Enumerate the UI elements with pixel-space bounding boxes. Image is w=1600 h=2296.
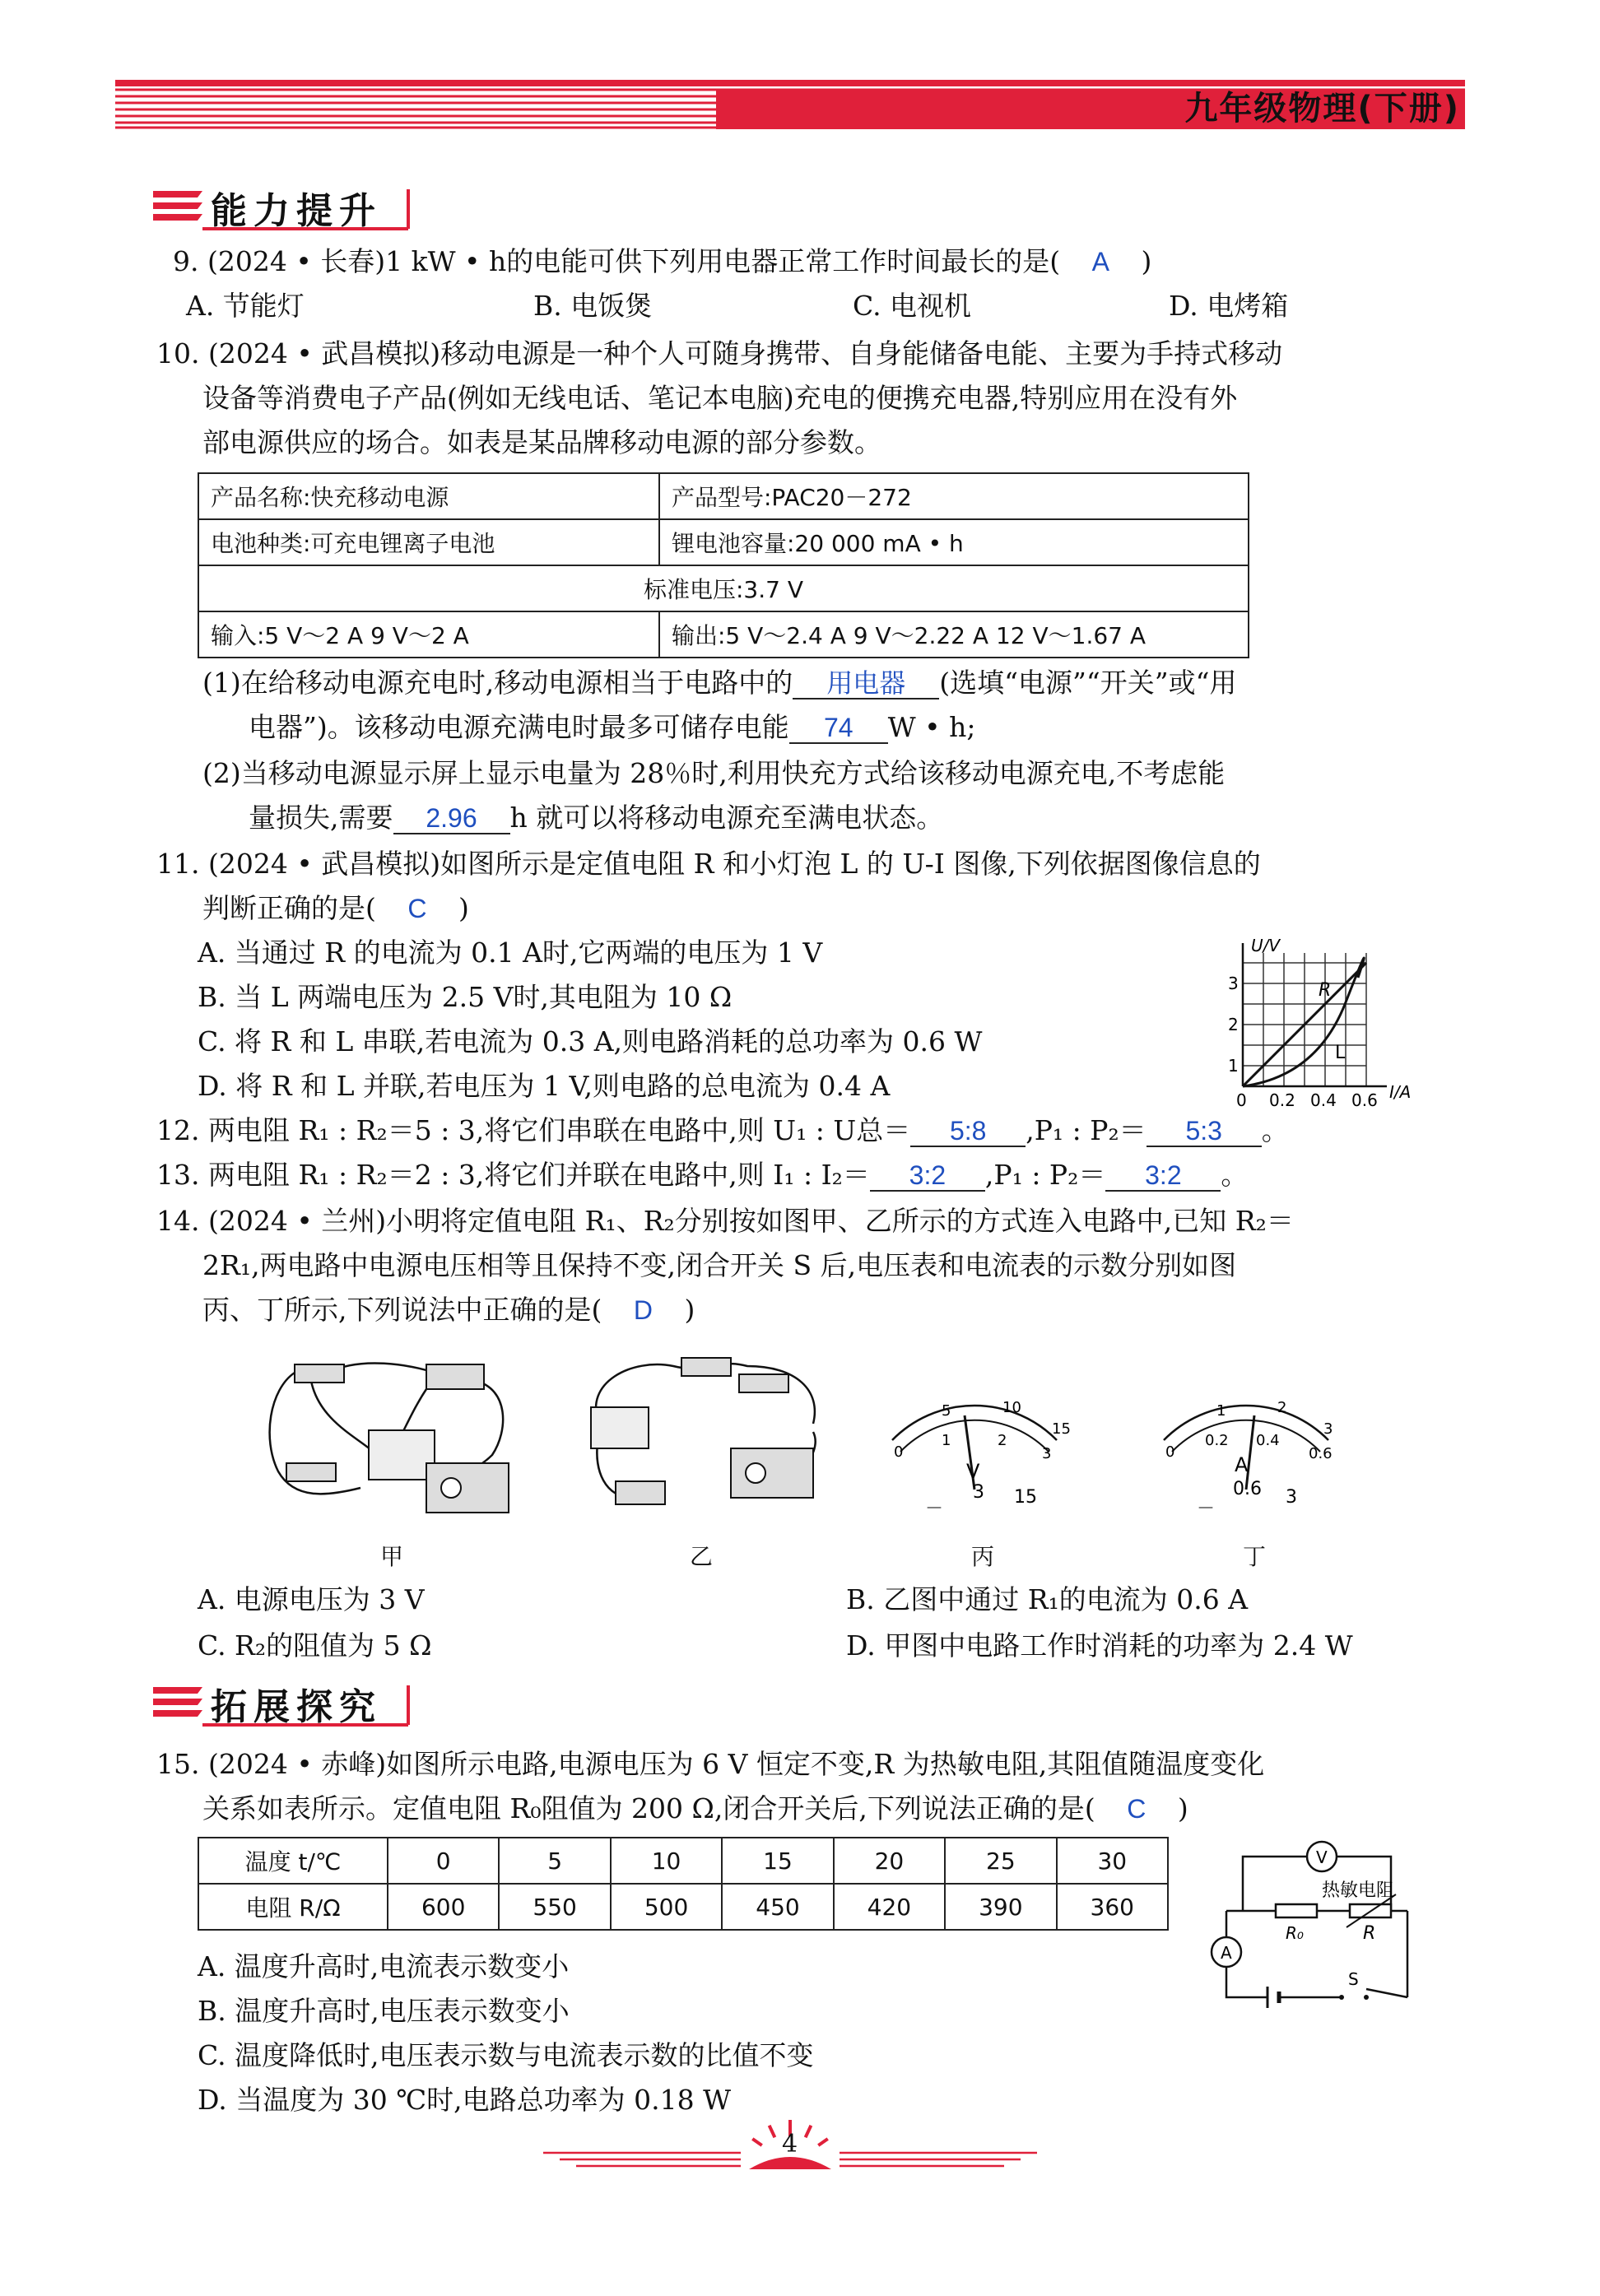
q10-p1a: (1)在给移动电源充电时,移动电源相当于电路中的 — [202, 667, 793, 699]
q15-cell: 600 — [388, 1884, 499, 1930]
voltmeter-bottom: 2 — [998, 1432, 1007, 1449]
q14-answer: D — [633, 1295, 653, 1325]
q10-cell: 电池种类:可充电锂离子电池 — [198, 519, 659, 565]
q15-cell: 0 — [388, 1838, 499, 1884]
q9-option-c: C. 电视机 — [853, 290, 972, 322]
q15-cell: 450 — [722, 1884, 833, 1930]
q10-cell: 锂电池容量:20 000 mA • h — [659, 519, 1249, 565]
caption-ding: 丁 — [1243, 1543, 1267, 1570]
q15-cell: 360 — [1057, 1884, 1168, 1930]
q15-cell: 420 — [834, 1884, 945, 1930]
q15-cell: 550 — [499, 1884, 610, 1930]
q10-params-table — [198, 472, 1249, 658]
q14-option-c: C. R₂的阻值为 5 Ω — [198, 1629, 432, 1662]
graph-x-tick: 0.6 — [1351, 1090, 1378, 1110]
ammeter-bottom: 0 — [1165, 1443, 1175, 1461]
q10-cell: 标准电压:3.7 V — [198, 565, 1249, 611]
q15-cell: 温度 t/℃ — [198, 1838, 388, 1884]
q10-cell: 产品型号:PAC20－272 — [659, 473, 1249, 519]
voltmeter-top: 10 — [1002, 1399, 1021, 1416]
q15-line-1: 15. (2024 • 赤峰)如图所示电路,电源电压为 6 V 恒定不变,R 为热敏电阻,其阻值随温度变化 — [156, 1748, 1265, 1780]
q9-stem — [173, 244, 1151, 280]
voltmeter-terminal: 3 — [973, 1482, 984, 1503]
graph-y-tick: 1 — [1228, 1056, 1239, 1076]
q14-option-d: D. 甲图中电路工作时消耗的功率为 2.4 W — [846, 1629, 1353, 1662]
q13-answer-1: 3:2 — [870, 1160, 985, 1192]
q15-cell: 15 — [722, 1838, 833, 1884]
q10-answer-1: 用电器 — [793, 668, 939, 699]
q15-ammeter-label: A — [1221, 1943, 1232, 1963]
q13-answer-2: 3:2 — [1105, 1160, 1221, 1192]
q15-answer: C — [1127, 1794, 1147, 1824]
ammeter-terminal: 0.6 — [1233, 1479, 1262, 1499]
graph-label-l: L — [1335, 1043, 1346, 1063]
q15-close: ) — [1177, 1792, 1188, 1824]
graph-x-label: I/A — [1389, 1082, 1412, 1102]
voltmeter-terminal: － — [925, 1499, 944, 1519]
circuit-yi-diagram — [583, 1350, 830, 1514]
q15-r0-label: R₀ — [1286, 1923, 1304, 1943]
caption-jia: 甲 — [380, 1543, 404, 1570]
q15-thermistor-label: 热敏电阻 — [1322, 1880, 1395, 1901]
section-title-explore: 拓展探究 — [211, 1686, 382, 1728]
q10-cell: 输出:5 V～2.4 A 9 V～2.22 A 12 V～1.67 A — [659, 611, 1249, 658]
q11-option-b: B. 当 L 两端电压为 2.5 V时,其电阻为 10 Ω — [198, 981, 733, 1013]
q14-option-a: A. 电源电压为 3 V — [198, 1583, 425, 1615]
q15-r-label: R — [1363, 1923, 1376, 1944]
ammeter-terminal: 3 — [1286, 1487, 1297, 1508]
graph-y-tick: 2 — [1228, 1015, 1239, 1034]
q9-option-a: A. 节能灯 — [186, 290, 305, 322]
caption-yi: 乙 — [690, 1543, 714, 1570]
q15-line2-text: 关系如表所示。定值电阻 R₀阻值为 200 Ω,闭合开关后,下列说法正确的是( — [202, 1792, 1095, 1824]
ammeter-terminal: － — [1197, 1499, 1216, 1519]
q14-line-2: 2R₁,两电路中电源电压相等且保持不变,闭合开关 S 后,电压表和电流表的示数分别如图 — [202, 1249, 1237, 1281]
q10-line-3: 部电源供应的场合。如表是某品牌移动电源的部分参数。 — [202, 426, 881, 458]
q12-text: 12. 两电阻 R₁ : R₂＝5 : 3,将它们串联在电路中,则 U₁ : U总＝ — [156, 1114, 911, 1146]
q10-p1d: W • h; — [887, 711, 976, 743]
q15-cell: 30 — [1057, 1838, 1168, 1884]
q15-cell: 500 — [611, 1884, 722, 1930]
q11-line-1: 11. (2024 • 武昌模拟)如图所示是定值电阻 R 和小灯泡 L 的 U-I 图像,下列依据图像信息的 — [156, 848, 1261, 880]
q15-cell: 25 — [945, 1838, 1056, 1884]
q14-close: ) — [684, 1294, 695, 1326]
q15-voltmeter-label: V — [1316, 1847, 1328, 1867]
graph-label-r: R — [1319, 980, 1332, 1001]
q10-cell: 输入:5 V～2 A 9 V～2 A — [198, 611, 659, 658]
ammeter-bottom: 0.4 — [1256, 1432, 1280, 1449]
q9-option-b: B. 电饭煲 — [533, 290, 653, 322]
q10-p2c: h 就可以将移动电源充至满电状态。 — [509, 802, 944, 834]
graph-x-tick: 0.4 — [1310, 1090, 1337, 1110]
graph-x-tick: 0 — [1236, 1090, 1247, 1110]
q15-cell: 电阻 R/Ω — [198, 1884, 388, 1930]
q12-end: 。 — [1261, 1114, 1289, 1146]
circuit-jia-diagram — [262, 1340, 525, 1521]
q14-line3-text: 丙、丁所示,下列说法中正确的是( — [202, 1294, 602, 1326]
voltmeter-bottom: 3 — [1042, 1445, 1052, 1462]
q10-p1-line1 — [202, 665, 1236, 701]
voltmeter-dial — [876, 1391, 1073, 1522]
section-title-ability: 能力提升 — [211, 190, 382, 232]
q15-option-a: A. 温度升高时,电流表示数变小 — [198, 1950, 570, 1982]
q15-switch-label: S — [1348, 1969, 1359, 1989]
q10-p1-line2 — [249, 709, 975, 746]
ammeter-dial — [1147, 1391, 1345, 1522]
graph-x-tick: 0.2 — [1269, 1090, 1295, 1110]
ammeter-bottom: 0.2 — [1205, 1432, 1229, 1449]
q15-temp-table — [198, 1837, 1169, 1931]
q10-p1b: (选填“电源”“开关”或“用 — [939, 667, 1237, 699]
q9-stem-text: 9. (2024 • 长春)1 kW • h的电能可供下列用电器正常工作时间最长的是( — [173, 245, 1061, 277]
q10-p1c: 电器”)。该移动电源充满电时最多可储存电能 — [249, 711, 789, 743]
q15-circuit-diagram — [1202, 1829, 1440, 2018]
q11-close: ) — [458, 892, 469, 924]
q12-line — [156, 1113, 1289, 1149]
q15-option-b: B. 温度升高时,电压表示数变小 — [198, 1995, 570, 2027]
q10-answer-2: 74 — [789, 713, 888, 744]
q14-option-b: B. 乙图中通过 R₁的电流为 0.6 A — [846, 1583, 1249, 1615]
q10-line-2: 设备等消费电子产品(例如无线电话、笔记本电脑)充电的便携充电器,特别应用在没有外 — [202, 382, 1238, 414]
q10-cell: 产品名称:快充移动电源 — [198, 473, 659, 519]
q10-answer-3: 2.96 — [393, 803, 510, 834]
graph-y-tick: 3 — [1228, 974, 1239, 993]
ammeter-top: 2 — [1277, 1399, 1287, 1416]
caption-bing: 丙 — [971, 1543, 995, 1570]
ammeter-unit: A — [1235, 1453, 1249, 1476]
q11-option-c: C. 将 R 和 L 串联,若电流为 0.3 A,则电路消耗的总功率为 0.6 W — [198, 1025, 983, 1057]
header-title: 九年级物理(下册) — [1184, 90, 1460, 128]
voltmeter-unit: V — [966, 1460, 980, 1483]
q11-line-2 — [202, 890, 469, 927]
q13-end: 。 — [1221, 1159, 1249, 1191]
q15-cell: 5 — [499, 1838, 610, 1884]
voltmeter-bottom: 1 — [942, 1432, 951, 1449]
q15-cell: 10 — [611, 1838, 722, 1884]
q15-cell: 20 — [834, 1838, 945, 1884]
q9-close: ) — [1141, 245, 1152, 277]
q9-option-d: D. 电烤箱 — [1169, 290, 1289, 322]
q12-mid: ,P₁ : P₂＝ — [1026, 1114, 1147, 1146]
ammeter-top: 1 — [1216, 1402, 1226, 1420]
q12-answer-2: 5:3 — [1147, 1116, 1262, 1147]
voltmeter-top: 5 — [942, 1402, 951, 1420]
q15-option-c: C. 温度降低时,电压表示数与电流表示数的比值不变 — [198, 2039, 814, 2071]
q11-answer: C — [407, 894, 427, 923]
q9-answer: A — [1091, 247, 1109, 277]
voltmeter-terminal: 15 — [1014, 1487, 1037, 1508]
q10-line-1: 10. (2024 • 武昌模拟)移动电源是一种个人可随身携带、自身能储备电能、主要为手持式移动 — [156, 337, 1283, 369]
q11-option-a: A. 当通过 R 的电流为 0.1 A时,它两端的电压为 1 V — [198, 937, 823, 969]
q11-line2-text: 判断正确的是( — [202, 892, 376, 924]
page-number: 4 — [782, 2130, 798, 2159]
q13-text: 13. 两电阻 R₁ : R₂＝2 : 3,将它们并联在电路中,则 I₁ : I₂＝ — [156, 1159, 870, 1191]
voltmeter-bottom: 0 — [894, 1443, 904, 1461]
q10-p2a: (2)当移动电源显示屏上显示电量为 28％时,利用快充方式给该移动电源充电,不考虑能 — [202, 757, 1226, 789]
q10-p2b: 量损失,需要 — [249, 802, 393, 834]
q14-line-1: 14. (2024 • 兰州)小明将定值电阻 R₁、R₂分别按如图甲、乙所示的方式连入电路中,已知 R₂＝ — [156, 1205, 1294, 1237]
ammeter-bottom: 0.6 — [1309, 1445, 1333, 1462]
q15-cell: 390 — [945, 1884, 1056, 1930]
graph-y-label: U/V — [1251, 937, 1281, 955]
ammeter-top: 3 — [1323, 1420, 1333, 1438]
q14-line-3 — [202, 1292, 695, 1328]
ui-graph — [1218, 937, 1432, 1118]
voltmeter-top: 15 — [1052, 1420, 1071, 1438]
q13-line — [156, 1157, 1248, 1193]
q15-option-d: D. 当温度为 30 ℃时,电路总功率为 0.18 W — [198, 2084, 732, 2116]
q13-mid: ,P₁ : P₂＝ — [984, 1159, 1106, 1191]
q12-answer-1: 5:8 — [910, 1116, 1026, 1147]
q11-option-d: D. 将 R 和 L 并联,若电压为 1 V,则电路的总电流为 0.4 A — [198, 1070, 891, 1102]
q15-line-2 — [202, 1791, 1188, 1827]
q10-p2-line2 — [249, 800, 943, 836]
